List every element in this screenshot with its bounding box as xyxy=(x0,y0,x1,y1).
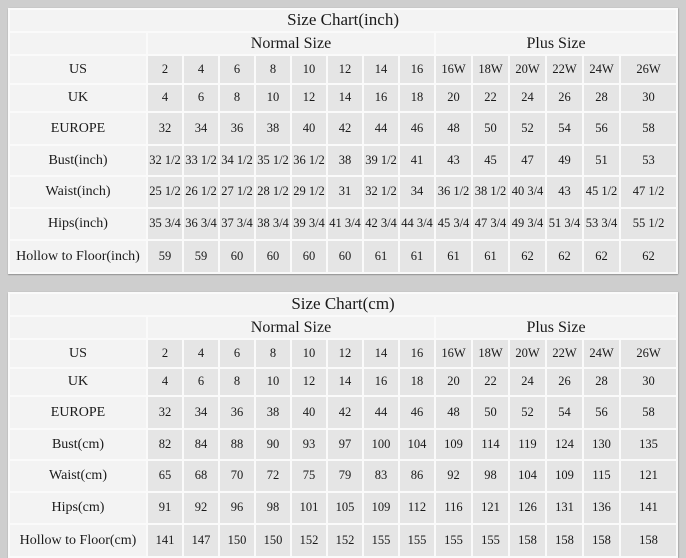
size-cell: 44 xyxy=(364,397,398,428)
size-chart-inch-table xyxy=(8,8,678,274)
table-row xyxy=(10,209,676,239)
table-row xyxy=(10,56,676,83)
size-cell: 116 xyxy=(436,493,471,523)
size-cell: 8 xyxy=(220,369,254,395)
size-cell: 6 xyxy=(220,340,254,367)
size-cell: 86 xyxy=(400,461,434,491)
size-cell: 104 xyxy=(510,461,545,491)
row-label: Hips(cm) xyxy=(10,493,146,523)
size-cell: 109 xyxy=(364,493,398,523)
size-cell: 50 xyxy=(473,113,508,144)
size-cell: 32 xyxy=(148,397,182,428)
size-cell: 115 xyxy=(584,461,619,491)
size-cell: 26W xyxy=(621,56,676,83)
size-cell: 40 xyxy=(292,113,326,144)
size-cell: 152 xyxy=(292,525,326,556)
size-cell: 4 xyxy=(184,56,218,83)
size-cell: 24W xyxy=(584,56,619,83)
size-cell: 8 xyxy=(220,85,254,111)
size-cell: 155 xyxy=(364,525,398,556)
size-cell: 47 3/4 xyxy=(473,209,508,239)
size-cell: 155 xyxy=(473,525,508,556)
size-cell: 40 3/4 xyxy=(510,177,545,207)
size-cell: 61 xyxy=(473,241,508,272)
size-cell: 92 xyxy=(184,493,218,523)
size-cell: 37 3/4 xyxy=(220,209,254,239)
size-cell: 20W xyxy=(510,340,545,367)
size-cell: 34 xyxy=(184,113,218,144)
size-cell: 38 3/4 xyxy=(256,209,290,239)
size-cell: 51 3/4 xyxy=(547,209,582,239)
size-cell: 98 xyxy=(473,461,508,491)
size-cell: 18 xyxy=(400,369,434,395)
size-cell: 12 xyxy=(328,340,362,367)
size-cell: 10 xyxy=(256,85,290,111)
size-cell: 47 1/2 xyxy=(621,177,676,207)
size-cell: 155 xyxy=(436,525,471,556)
size-cell: 34 xyxy=(400,177,434,207)
size-cell: 30 xyxy=(621,369,676,395)
size-cell: 14 xyxy=(364,56,398,83)
table-row xyxy=(10,340,676,367)
size-cell: 49 3/4 xyxy=(510,209,545,239)
size-cell: 22 xyxy=(473,369,508,395)
size-cell: 135 xyxy=(621,430,676,459)
size-cell: 70 xyxy=(220,461,254,491)
size-cell: 38 xyxy=(256,113,290,144)
table-title-row xyxy=(10,294,676,315)
size-cell: 26W xyxy=(621,340,676,367)
size-cell: 101 xyxy=(292,493,326,523)
size-cell: 61 xyxy=(400,241,434,272)
table-title-row xyxy=(10,10,676,31)
table-row xyxy=(10,493,676,523)
size-cell: 98 xyxy=(256,493,290,523)
size-cell: 6 xyxy=(220,56,254,83)
row-label: UK xyxy=(10,85,146,111)
size-cell: 18 xyxy=(400,85,434,111)
size-cell: 14 xyxy=(328,85,362,111)
size-cell: 104 xyxy=(400,430,434,459)
size-cell: 38 1/2 xyxy=(473,177,508,207)
normal-size-header: Normal Size xyxy=(148,33,434,54)
table-row xyxy=(10,177,676,207)
size-cell: 39 3/4 xyxy=(292,209,326,239)
size-cell: 46 xyxy=(400,113,434,144)
size-cell: 100 xyxy=(364,430,398,459)
size-cell: 141 xyxy=(621,493,676,523)
plus-size-header: Plus Size xyxy=(436,33,676,54)
size-cell: 82 xyxy=(148,430,182,459)
size-cell: 61 xyxy=(436,241,471,272)
size-cell: 109 xyxy=(436,430,471,459)
size-cell: 158 xyxy=(621,525,676,556)
normal-size-header: Normal Size xyxy=(148,317,434,338)
size-cell: 150 xyxy=(220,525,254,556)
size-cell: 36 1/2 xyxy=(436,177,471,207)
size-cell: 12 xyxy=(292,369,326,395)
size-cell: 44 xyxy=(364,113,398,144)
size-cell: 152 xyxy=(328,525,362,556)
size-cell: 92 xyxy=(436,461,471,491)
size-cell: 54 xyxy=(547,113,582,144)
size-cell: 35 1/2 xyxy=(256,146,290,175)
table-row xyxy=(10,430,676,459)
size-cell: 43 xyxy=(436,146,471,175)
size-cell: 52 xyxy=(510,397,545,428)
table-title: Size Chart(inch) xyxy=(10,10,676,31)
size-cell: 38 xyxy=(328,146,362,175)
row-label: EUROPE xyxy=(10,397,146,428)
row-label: Hollow to Floor(inch) xyxy=(10,241,146,272)
group-header-row xyxy=(10,317,676,338)
size-cell: 52 xyxy=(510,113,545,144)
size-cell: 62 xyxy=(510,241,545,272)
size-cell: 4 xyxy=(148,369,182,395)
size-cell: 36 3/4 xyxy=(184,209,218,239)
size-cell: 105 xyxy=(328,493,362,523)
table-row xyxy=(10,461,676,491)
size-cell: 155 xyxy=(400,525,434,556)
size-cell: 61 xyxy=(364,241,398,272)
size-cell: 16 xyxy=(400,340,434,367)
size-cell: 158 xyxy=(584,525,619,556)
size-cell: 27 1/2 xyxy=(220,177,254,207)
table-row xyxy=(10,397,676,428)
size-cell: 158 xyxy=(510,525,545,556)
size-cell: 14 xyxy=(328,369,362,395)
row-label: US xyxy=(10,56,146,83)
size-cell: 48 xyxy=(436,397,471,428)
corner-cell xyxy=(10,33,146,54)
size-cell: 42 xyxy=(328,113,362,144)
size-cell: 10 xyxy=(292,340,326,367)
size-cell: 12 xyxy=(292,85,326,111)
size-cell: 53 3/4 xyxy=(584,209,619,239)
size-cell: 46 xyxy=(400,397,434,428)
size-cell: 65 xyxy=(148,461,182,491)
size-cell: 16W xyxy=(436,340,471,367)
plus-size-header: Plus Size xyxy=(436,317,676,338)
size-cell: 109 xyxy=(547,461,582,491)
size-cell: 20 xyxy=(436,369,471,395)
row-label: Waist(cm) xyxy=(10,461,146,491)
row-label: US xyxy=(10,340,146,367)
size-cell: 58 xyxy=(621,397,676,428)
size-cell: 32 xyxy=(148,113,182,144)
row-label: Hips(inch) xyxy=(10,209,146,239)
size-cell: 112 xyxy=(400,493,434,523)
size-cell: 32 1/2 xyxy=(364,177,398,207)
size-cell: 8 xyxy=(256,56,290,83)
size-cell: 59 xyxy=(148,241,182,272)
size-cell: 60 xyxy=(328,241,362,272)
size-cell: 50 xyxy=(473,397,508,428)
row-label: EUROPE xyxy=(10,113,146,144)
size-cell: 4 xyxy=(148,85,182,111)
table-row xyxy=(10,113,676,144)
size-cell: 22W xyxy=(547,56,582,83)
table-row xyxy=(10,85,676,111)
size-cell: 41 xyxy=(400,146,434,175)
size-cell: 35 3/4 xyxy=(148,209,182,239)
size-cell: 36 xyxy=(220,397,254,428)
size-cell: 40 xyxy=(292,397,326,428)
table-title: Size Chart(cm) xyxy=(10,294,676,315)
size-cell: 141 xyxy=(148,525,182,556)
row-label: Bust(cm) xyxy=(10,430,146,459)
size-cell: 56 xyxy=(584,113,619,144)
size-cell: 36 xyxy=(220,113,254,144)
size-cell: 28 xyxy=(584,369,619,395)
size-cell: 43 xyxy=(547,177,582,207)
size-cell: 72 xyxy=(256,461,290,491)
size-cell: 38 xyxy=(256,397,290,428)
size-cell: 68 xyxy=(184,461,218,491)
size-charts-container xyxy=(8,8,678,558)
size-cell: 24 xyxy=(510,369,545,395)
size-cell: 28 1/2 xyxy=(256,177,290,207)
size-cell: 58 xyxy=(621,113,676,144)
size-cell: 26 xyxy=(547,369,582,395)
size-cell: 114 xyxy=(473,430,508,459)
size-cell: 93 xyxy=(292,430,326,459)
size-chart-cm-table xyxy=(8,292,678,558)
size-cell: 16W xyxy=(436,56,471,83)
size-cell: 42 xyxy=(328,397,362,428)
size-cell: 62 xyxy=(621,241,676,272)
size-cell: 22W xyxy=(547,340,582,367)
size-cell: 124 xyxy=(547,430,582,459)
size-cell: 121 xyxy=(621,461,676,491)
size-cell: 22 xyxy=(473,85,508,111)
size-cell: 10 xyxy=(292,56,326,83)
corner-cell xyxy=(10,317,146,338)
size-cell: 45 1/2 xyxy=(584,177,619,207)
size-cell: 49 xyxy=(547,146,582,175)
size-cell: 4 xyxy=(184,340,218,367)
size-cell: 16 xyxy=(400,56,434,83)
size-cell: 8 xyxy=(256,340,290,367)
size-cell: 45 3/4 xyxy=(436,209,471,239)
size-cell: 16 xyxy=(364,369,398,395)
size-cell: 55 1/2 xyxy=(621,209,676,239)
size-cell: 51 xyxy=(584,146,619,175)
size-cell: 33 1/2 xyxy=(184,146,218,175)
size-cell: 20W xyxy=(510,56,545,83)
size-cell: 16 xyxy=(364,85,398,111)
size-cell: 18W xyxy=(473,56,508,83)
row-label: UK xyxy=(10,369,146,395)
size-cell: 47 xyxy=(510,146,545,175)
size-cell: 44 3/4 xyxy=(400,209,434,239)
size-cell: 60 xyxy=(256,241,290,272)
size-cell: 84 xyxy=(184,430,218,459)
table-row xyxy=(10,241,676,272)
table-body xyxy=(10,340,676,556)
size-cell: 121 xyxy=(473,493,508,523)
size-cell: 6 xyxy=(184,85,218,111)
size-cell: 32 1/2 xyxy=(148,146,182,175)
size-cell: 2 xyxy=(148,56,182,83)
size-cell: 36 1/2 xyxy=(292,146,326,175)
size-cell: 75 xyxy=(292,461,326,491)
group-header-row xyxy=(10,33,676,54)
size-cell: 31 xyxy=(328,177,362,207)
size-cell: 53 xyxy=(621,146,676,175)
size-cell: 29 1/2 xyxy=(292,177,326,207)
size-cell: 25 1/2 xyxy=(148,177,182,207)
size-cell: 26 1/2 xyxy=(184,177,218,207)
size-cell: 48 xyxy=(436,113,471,144)
size-cell: 12 xyxy=(328,56,362,83)
row-label: Bust(inch) xyxy=(10,146,146,175)
row-label: Hollow to Floor(cm) xyxy=(10,525,146,556)
size-cell: 97 xyxy=(328,430,362,459)
size-cell: 2 xyxy=(148,340,182,367)
size-cell: 147 xyxy=(184,525,218,556)
size-cell: 60 xyxy=(292,241,326,272)
size-cell: 54 xyxy=(547,397,582,428)
size-cell: 24 xyxy=(510,85,545,111)
size-cell: 150 xyxy=(256,525,290,556)
size-cell: 41 3/4 xyxy=(328,209,362,239)
size-cell: 14 xyxy=(364,340,398,367)
size-cell: 62 xyxy=(547,241,582,272)
size-cell: 79 xyxy=(328,461,362,491)
size-cell: 60 xyxy=(220,241,254,272)
size-cell: 88 xyxy=(220,430,254,459)
size-cell: 126 xyxy=(510,493,545,523)
size-cell: 30 xyxy=(621,85,676,111)
size-cell: 18W xyxy=(473,340,508,367)
size-cell: 83 xyxy=(364,461,398,491)
size-cell: 91 xyxy=(148,493,182,523)
size-cell: 158 xyxy=(547,525,582,556)
size-cell: 130 xyxy=(584,430,619,459)
size-cell: 56 xyxy=(584,397,619,428)
size-cell: 45 xyxy=(473,146,508,175)
size-cell: 136 xyxy=(584,493,619,523)
row-label: Waist(inch) xyxy=(10,177,146,207)
size-cell: 62 xyxy=(584,241,619,272)
table-row xyxy=(10,369,676,395)
size-cell: 59 xyxy=(184,241,218,272)
size-cell: 96 xyxy=(220,493,254,523)
size-cell: 131 xyxy=(547,493,582,523)
size-cell: 28 xyxy=(584,85,619,111)
size-cell: 20 xyxy=(436,85,471,111)
size-cell: 34 xyxy=(184,397,218,428)
size-cell: 26 xyxy=(547,85,582,111)
size-cell: 6 xyxy=(184,369,218,395)
size-cell: 24W xyxy=(584,340,619,367)
size-cell: 34 1/2 xyxy=(220,146,254,175)
size-cell: 10 xyxy=(256,369,290,395)
size-cell: 39 1/2 xyxy=(364,146,398,175)
table-row xyxy=(10,146,676,175)
size-cell: 90 xyxy=(256,430,290,459)
size-cell: 42 3/4 xyxy=(364,209,398,239)
table-body xyxy=(10,56,676,272)
size-cell: 119 xyxy=(510,430,545,459)
